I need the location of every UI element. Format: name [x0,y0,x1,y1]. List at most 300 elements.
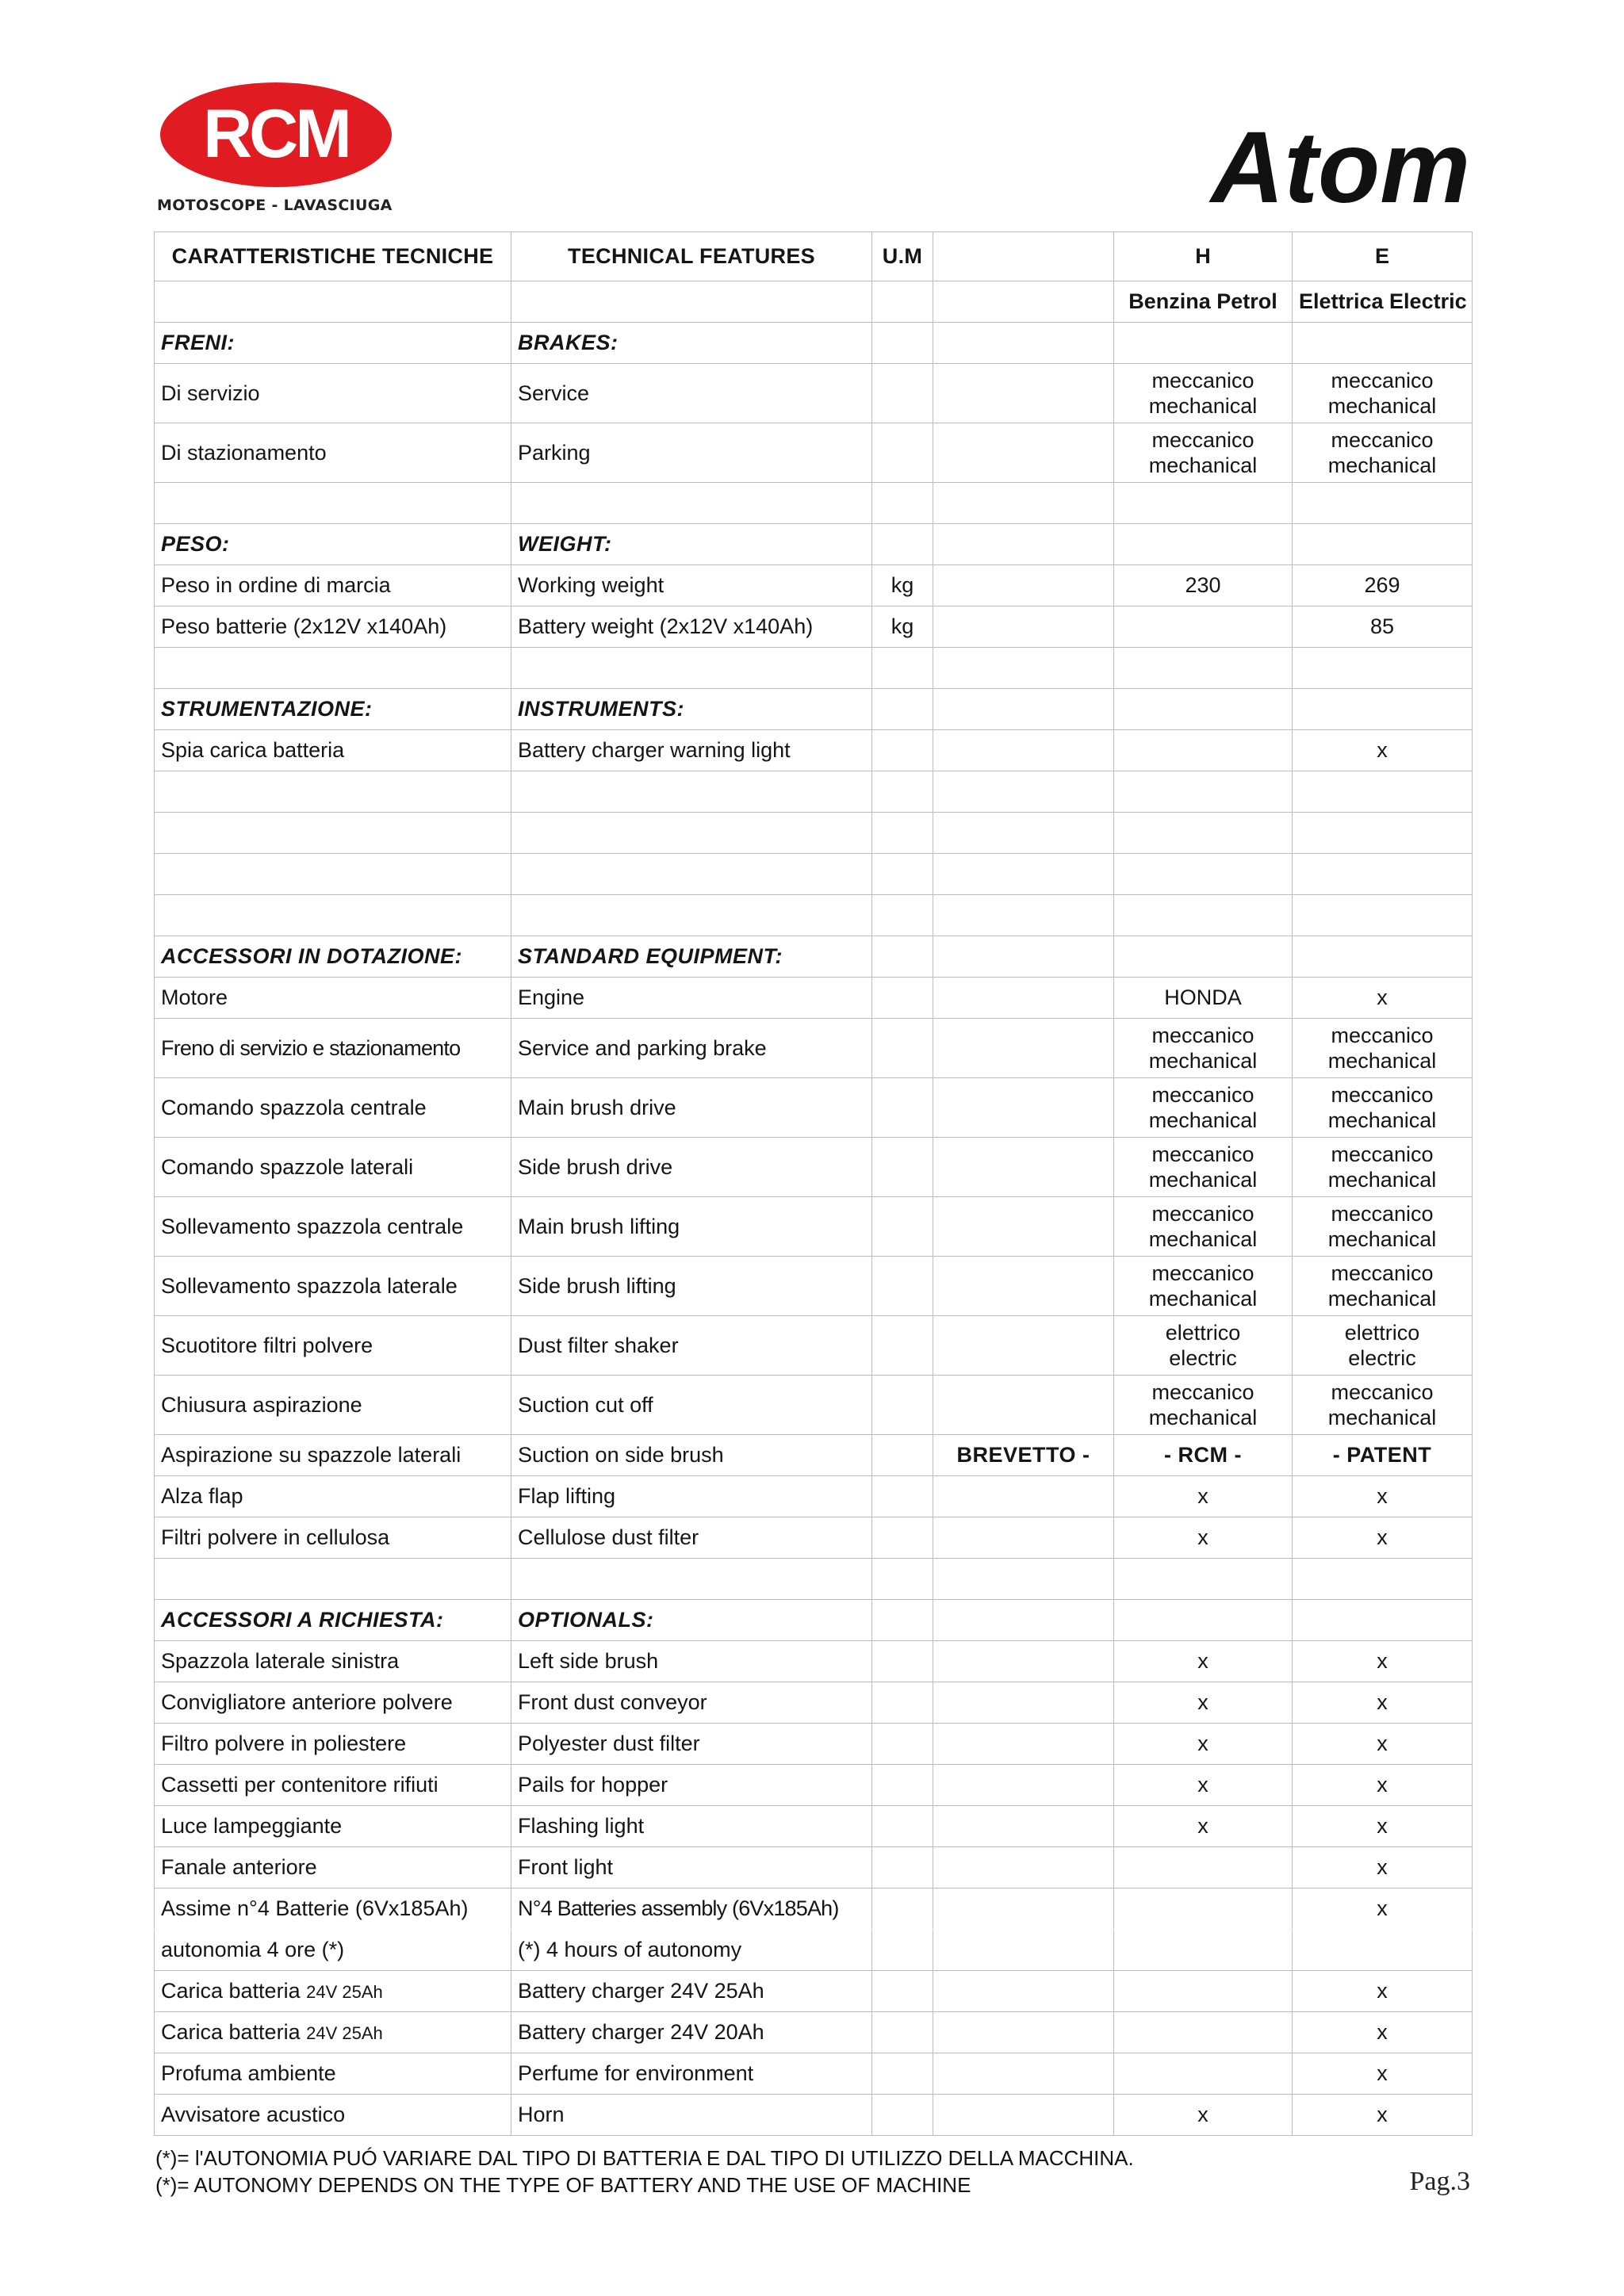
table-row [155,1559,1473,1600]
subheader-extra [933,281,1114,323]
unit-cell [872,1682,933,1724]
empty-cell [511,895,872,936]
value-e-en: mechanical [1327,394,1437,418]
table-row [155,854,1473,895]
table-row [155,771,1473,813]
empty-cell [933,895,1114,936]
feature-en: Pails for hopper [511,1765,872,1806]
feature-it-text: Assime n°4 Batterie (6Vx185Ah) [161,1896,469,1920]
empty-cell [933,648,1114,689]
feature-en: N°4 Batteries assembly (6Vx185Ah) [511,1888,872,1930]
footnote-en: (*)= AUTONOMY DEPENDS ON THE TYPE OF BATTERY AND THE USE OF MACHINE [155,2173,971,2197]
value-e-en: electric [1348,1346,1416,1370]
empty-cell [155,771,511,813]
value-h-en: mechanical [1148,453,1258,477]
feature-it-text: Scuotitore filtri polvere [161,1333,373,1357]
empty-cell [1293,813,1473,854]
feature-it [155,364,511,423]
feature-en: Left side brush [511,1641,872,1682]
empty-cell [872,689,933,730]
rcm-logo-icon [157,79,395,190]
empty-cell [155,1559,511,1600]
unit-cell [872,1257,933,1316]
value-e: x [1293,1888,1473,1930]
empty-cell [933,689,1114,730]
feature-en: Suction cut off [511,1376,872,1435]
extra-cell [933,1724,1114,1765]
feature-it-text: Peso in ordine di marcia [161,573,391,597]
extra-cell [933,1517,1114,1559]
table-row [155,689,1473,730]
feature-it-text: Filtro polvere in poliestere [161,1732,407,1755]
table-row [155,2012,1473,2053]
feature-it [155,1019,511,1078]
rcm-logo [157,79,395,214]
feature-it [155,1078,511,1138]
extra-cell [933,1930,1114,1971]
unit-cell [872,1435,933,1476]
empty-cell [872,648,933,689]
value-h-it: meccanico [1151,427,1254,452]
table-row [155,1138,1473,1197]
spec-table [154,232,1473,2136]
value-h: 230 [1114,565,1293,607]
empty-cell [933,813,1114,854]
feature-it-text: Comando spazzole laterali [161,1154,414,1179]
col-header-e: E [1293,232,1473,281]
extra-cell [933,1019,1114,1078]
value-e: x [1293,1724,1473,1765]
feature-en: Battery charger 24V 25Ah [511,1971,872,2012]
table-row [155,648,1473,689]
value-e: x [1293,1806,1473,1847]
unit-cell [872,1971,933,2012]
empty-cell [872,936,933,978]
value-h [1114,1376,1293,1435]
value-e: x [1293,2012,1473,2053]
unit-cell [872,1316,933,1376]
footnote-it: (*)= l'AUTONOMIA PUÓ VARIARE DAL TIPO DI BATTERIA E DAL TIPO DI UTILIZZO DELLA MACCHINA. [155,2146,1134,2170]
value-h-it: meccanico [1151,1082,1254,1107]
table-row [155,364,1473,423]
value-h [1114,607,1293,648]
empty-cell [933,483,1114,524]
extra-cell [933,1376,1114,1435]
table-row [155,1971,1473,2012]
extra-cell [933,2012,1114,2053]
table-row [155,323,1473,364]
value-e: x [1293,1971,1473,2012]
value-e [1293,1197,1473,1257]
value-h: x [1114,1806,1293,1847]
extra-cell [933,1682,1114,1724]
empty-cell [872,771,933,813]
feature-it-text: Spazzola laterale sinistra [161,1649,400,1673]
subheader-um [872,281,933,323]
feature-it-text: Motore [161,985,228,1009]
logo-lettering: RCM [203,96,349,172]
unit-cell [872,1197,933,1257]
table-row [155,978,1473,1019]
feature-en: Service [511,364,872,423]
unit-cell [872,1641,933,1682]
feature-it-text: Sollevamento spazzola laterale [161,1273,458,1298]
extra-cell [933,1316,1114,1376]
value-e: x [1293,730,1473,771]
feature-en: Polyester dust filter [511,1724,872,1765]
value-h: x [1114,1682,1293,1724]
empty-cell [1293,895,1473,936]
subheader-en [511,281,872,323]
unit-cell [872,2095,933,2136]
feature-it [155,1847,511,1888]
extra-cell [933,423,1114,483]
table-row [155,1476,1473,1517]
unit-cell [872,1930,933,1971]
value-e-it: meccanico [1331,1380,1434,1404]
empty-cell [511,483,872,524]
section-title-it: PESO: [155,524,511,565]
unit-cell [872,2053,933,2095]
feature-it [155,1682,511,1724]
value-h [1114,2012,1293,2053]
extra-cell [933,607,1114,648]
feature-it [155,2012,511,2053]
feature-it [155,730,511,771]
table-row [155,1376,1473,1435]
section-title-it: STRUMENTAZIONE: [155,689,511,730]
empty-cell [872,1600,933,1641]
value-h [1114,1847,1293,1888]
unit-cell [872,1019,933,1078]
table-row [155,1078,1473,1138]
table-row [155,1257,1473,1316]
value-h [1114,423,1293,483]
feature-it-text: Carica batteria [161,1979,307,2003]
value-h-it: elettrico [1165,1320,1241,1345]
value-h [1114,1197,1293,1257]
empty-cell [1293,524,1473,565]
feature-en: Parking [511,423,872,483]
table-row [155,813,1473,854]
value-e-it: meccanico [1331,427,1434,452]
empty-cell [1114,854,1293,895]
feature-it [155,1930,511,1971]
feature-it [155,1641,511,1682]
empty-cell [1293,1600,1473,1641]
feature-en: Horn [511,2095,872,2136]
feature-en: Front light [511,1847,872,1888]
feature-en: Front dust conveyor [511,1682,872,1724]
empty-cell [1114,813,1293,854]
section-title-en: WEIGHT: [511,524,872,565]
feature-it-text: Sollevamento spazzola centrale [161,1214,464,1238]
extra-cell [933,565,1114,607]
value-e-en: mechanical [1327,1406,1437,1429]
value-e-it: meccanico [1331,1261,1434,1285]
value-h: - RCM - [1114,1435,1293,1476]
header-row [155,232,1473,281]
unit-cell [872,423,933,483]
value-h: x [1114,1765,1293,1806]
table-row [155,1517,1473,1559]
feature-en: Main brush drive [511,1078,872,1138]
feature-en: Working weight [511,565,872,607]
feature-it-text: Chiusura aspirazione [161,1392,362,1417]
feature-it-text: Carica batteria [161,2020,307,2044]
value-e-it: meccanico [1331,1082,1434,1107]
value-e: x [1293,2053,1473,2095]
value-h: x [1114,1641,1293,1682]
table-row [155,1888,1473,1930]
section-title-en: BRAKES: [511,323,872,364]
value-h-en: mechanical [1148,394,1258,418]
unit-cell [872,1517,933,1559]
empty-cell [1114,895,1293,936]
feature-en: Service and parking brake [511,1019,872,1078]
value-h: x [1114,1517,1293,1559]
feature-en: Cellulose dust filter [511,1517,872,1559]
table-row [155,1930,1473,1971]
section-title-en: OPTIONALS: [511,1600,872,1641]
empty-cell [1114,936,1293,978]
empty-cell [933,854,1114,895]
value-e [1293,1930,1473,1971]
empty-cell [155,648,511,689]
extra-cell [933,1476,1114,1517]
value-e [1293,364,1473,423]
table-row [155,2095,1473,2136]
table-row [155,423,1473,483]
empty-cell [1114,648,1293,689]
col-header-it: CARATTERISTICHE TECNICHE [155,232,511,281]
empty-cell [1293,323,1473,364]
value-e: x [1293,1641,1473,1682]
feature-it-text: autonomia 4 ore (*) [161,1938,345,1961]
extra-cell [933,1078,1114,1138]
feature-it-text: Di stazionamento [161,440,327,465]
value-h-it: meccanico [1151,1201,1254,1226]
value-e: x [1293,1517,1473,1559]
subheader-e: Elettrica Electric [1293,281,1473,323]
value-e-en: mechanical [1327,1168,1437,1192]
empty-cell [933,524,1114,565]
value-e: 269 [1293,565,1473,607]
empty-cell [872,895,933,936]
table-row [155,1316,1473,1376]
extra-cell [933,1138,1114,1197]
value-e [1293,1078,1473,1138]
empty-cell [511,854,872,895]
feature-it [155,565,511,607]
unit-cell [872,1476,933,1517]
feature-it-spec: 24V 25Ah [306,1982,383,2002]
col-header-h: H [1114,232,1293,281]
value-e: x [1293,2095,1473,2136]
feature-it [155,1476,511,1517]
empty-cell [1114,1600,1293,1641]
feature-en: Perfume for environment [511,2053,872,2095]
feature-it-text: Comando spazzola centrale [161,1095,427,1119]
value-e-it: meccanico [1331,1142,1434,1166]
feature-it [155,1435,511,1476]
unit-cell [872,978,933,1019]
table-row [155,1197,1473,1257]
extra-cell [933,1847,1114,1888]
empty-cell [1293,483,1473,524]
feature-en: Dust filter shaker [511,1316,872,1376]
value-e: - PATENT [1293,1435,1473,1476]
subheader-row [155,281,1473,323]
section-title-it: ACCESSORI A RICHIESTA: [155,1600,511,1641]
extra-cell [933,1971,1114,2012]
feature-it [155,2053,511,2095]
value-h-en: mechanical [1148,1227,1258,1251]
unit-cell [872,1806,933,1847]
unit-cell [872,1138,933,1197]
feature-it-text: Luce lampeggiante [161,1814,343,1838]
extra-cell [933,730,1114,771]
footnote [155,2145,1134,2198]
table-row [155,2053,1473,2095]
unit-cell [872,1078,933,1138]
value-h-en: electric [1169,1346,1237,1370]
value-e: x [1293,1476,1473,1517]
value-h-en: mechanical [1148,1049,1258,1073]
empty-cell [933,323,1114,364]
unit-cell [872,730,933,771]
table-row [155,1806,1473,1847]
value-e-en: mechanical [1327,453,1437,477]
empty-cell [511,771,872,813]
value-e: x [1293,978,1473,1019]
empty-cell [1293,771,1473,813]
value-e [1293,1376,1473,1435]
value-h [1114,1138,1293,1197]
empty-cell [511,1559,872,1600]
value-e [1293,1138,1473,1197]
extra-cell [933,1257,1114,1316]
empty-cell [872,524,933,565]
empty-cell [933,771,1114,813]
value-h: x [1114,1476,1293,1517]
value-h-en: mechanical [1148,1287,1258,1311]
feature-en: Battery charger warning light [511,730,872,771]
value-h-en: mechanical [1148,1108,1258,1132]
value-h-en: mechanical [1148,1168,1258,1192]
unit-cell [872,1847,933,1888]
feature-it [155,423,511,483]
feature-en: Flap lifting [511,1476,872,1517]
empty-cell [872,483,933,524]
empty-cell [1114,323,1293,364]
value-e [1293,423,1473,483]
empty-cell [1293,1559,1473,1600]
value-e: x [1293,1765,1473,1806]
feature-en: Battery charger 24V 20Ah [511,2012,872,2053]
table-row [155,730,1473,771]
empty-cell [1293,854,1473,895]
extra-cell [933,1765,1114,1806]
extra-cell [933,978,1114,1019]
feature-it-text: Filtri polvere in cellulosa [161,1525,390,1549]
value-h-it: meccanico [1151,368,1254,392]
feature-it [155,1765,511,1806]
empty-cell [872,323,933,364]
table-row [155,1682,1473,1724]
empty-cell [155,813,511,854]
logo-subtitle: MOTOSCOPE - LAVASCIUGA [157,197,393,214]
unit-cell [872,2012,933,2053]
value-e-en: mechanical [1327,1227,1437,1251]
feature-en: Battery weight (2x12V x140Ah) [511,607,872,648]
feature-it [155,1138,511,1197]
value-h [1114,1316,1293,1376]
model-name: Atom [1210,111,1470,224]
feature-it-text: Convigliatore anteriore polvere [161,1690,453,1714]
table-row [155,483,1473,524]
feature-it [155,1197,511,1257]
col-header-extra [933,232,1114,281]
feature-it-text: Peso batterie (2x12V x140Ah) [161,614,447,638]
unit-cell [872,364,933,423]
table-row [155,1600,1473,1641]
feature-en: Engine [511,978,872,1019]
table-row [155,895,1473,936]
feature-it-text: Profuma ambiente [161,2061,336,2085]
value-e: x [1293,1682,1473,1724]
feature-it-text: Cassetti per contenitore rifiuti [161,1773,439,1797]
value-h [1114,2053,1293,2095]
table-row [155,565,1473,607]
value-e-it: meccanico [1331,368,1434,392]
value-h [1114,364,1293,423]
empty-cell [872,854,933,895]
feature-it-spec: 24V 25Ah [306,2023,383,2043]
value-h [1114,1019,1293,1078]
table-row [155,607,1473,648]
table-row [155,1019,1473,1078]
section-title-en: INSTRUMENTS: [511,689,872,730]
value-e-en: mechanical [1327,1108,1437,1132]
extra-cell [933,2053,1114,2095]
feature-it [155,1806,511,1847]
feature-it-text: Spia carica batteria [161,738,345,762]
value-h: x [1114,2095,1293,2136]
unit-cell: kg [872,607,933,648]
empty-cell [1293,689,1473,730]
col-header-um: U.M [872,232,933,281]
value-h [1114,1888,1293,1930]
feature-en: Side brush lifting [511,1257,872,1316]
patent-cell: BREVETTO - [933,1435,1114,1476]
feature-it [155,2095,511,2136]
feature-en: (*) 4 hours of autonomy [511,1930,872,1971]
extra-cell [933,1641,1114,1682]
value-e [1293,1257,1473,1316]
value-h-it: meccanico [1151,1142,1254,1166]
empty-cell [1293,648,1473,689]
empty-cell [1114,689,1293,730]
empty-cell [1114,524,1293,565]
feature-it [155,1517,511,1559]
unit-cell [872,1724,933,1765]
table-row [155,1765,1473,1806]
value-h [1114,1971,1293,2012]
value-h-en: mechanical [1148,1406,1258,1429]
feature-en: Main brush lifting [511,1197,872,1257]
table-row [155,1641,1473,1682]
